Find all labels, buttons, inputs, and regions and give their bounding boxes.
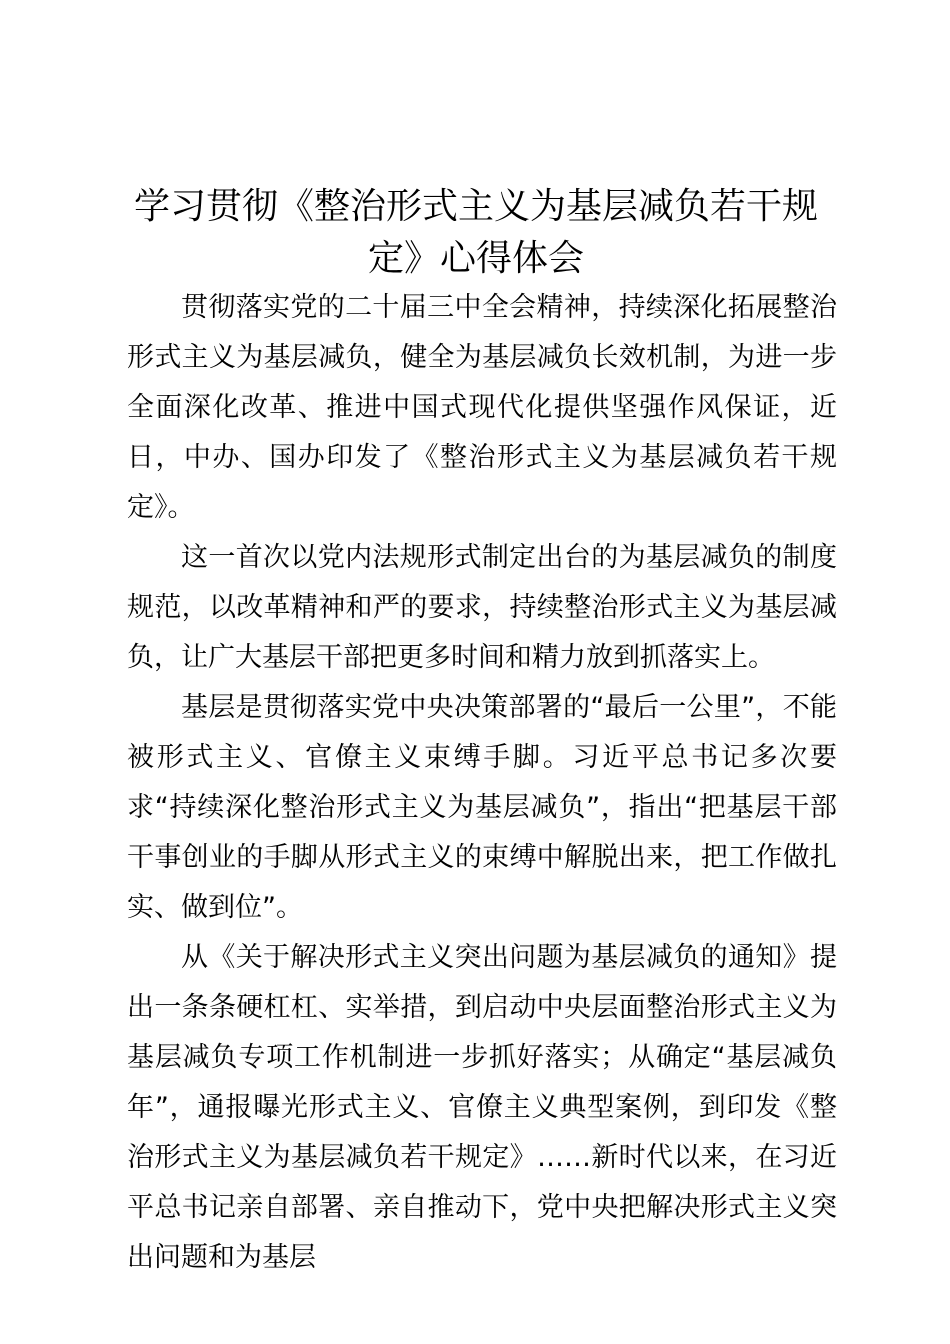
document-body — [127, 283, 837, 1283]
paragraph-1: 贯彻落实党的二十届三中全会精神，持续深化拓展整治形式主义为基层减负，健全为基层减负长效机制，为进一步全面深化改革、推进中国式现代化提供坚强作风保证，近日，中办、国办印发了《整治形式主义为基层减负若干规定》。 — [127, 292, 837, 523]
paragraph-2: 这一首次以党内法规形式制定出台的为基层减负的制度规范，以改革精神和严的要求，持续整治形式主义为基层减负，让广大基层干部把更多时间和精力放到抓落实上。 — [127, 542, 837, 673]
paragraph-3: 基层是贯彻落实党中央决策部署的“最后一公里”，不能被形式主义、官僚主义束缚手脚。习近平总书记多次要求“持续深化整治形式主义为基层减负”，指出“把基层干部干事创业的手脚从形式主义的束缚中解脱出来，把工作做扎实、做到位”。 — [127, 692, 837, 923]
paragraph-4: 从《关于解决形式主义突出问题为基层减负的通知》提出一条条硬杠杠、实举措，到启动中央层面整治形式主义为基层减负专项工作机制进一步抓好落实；从确定“基层减负年”，通报曝光形式主义、官僚主义典型案例，到印发《整治形式主义为基层减负若干规定》……新时代以来，在习近平总书记亲自部署、亲自推动下，党中央把解决形式主义突出问题和为基层 — [127, 942, 837, 1273]
document-title: 学习贯彻《整治形式主义为基层减负若干规定》心得体会 — [133, 186, 818, 279]
